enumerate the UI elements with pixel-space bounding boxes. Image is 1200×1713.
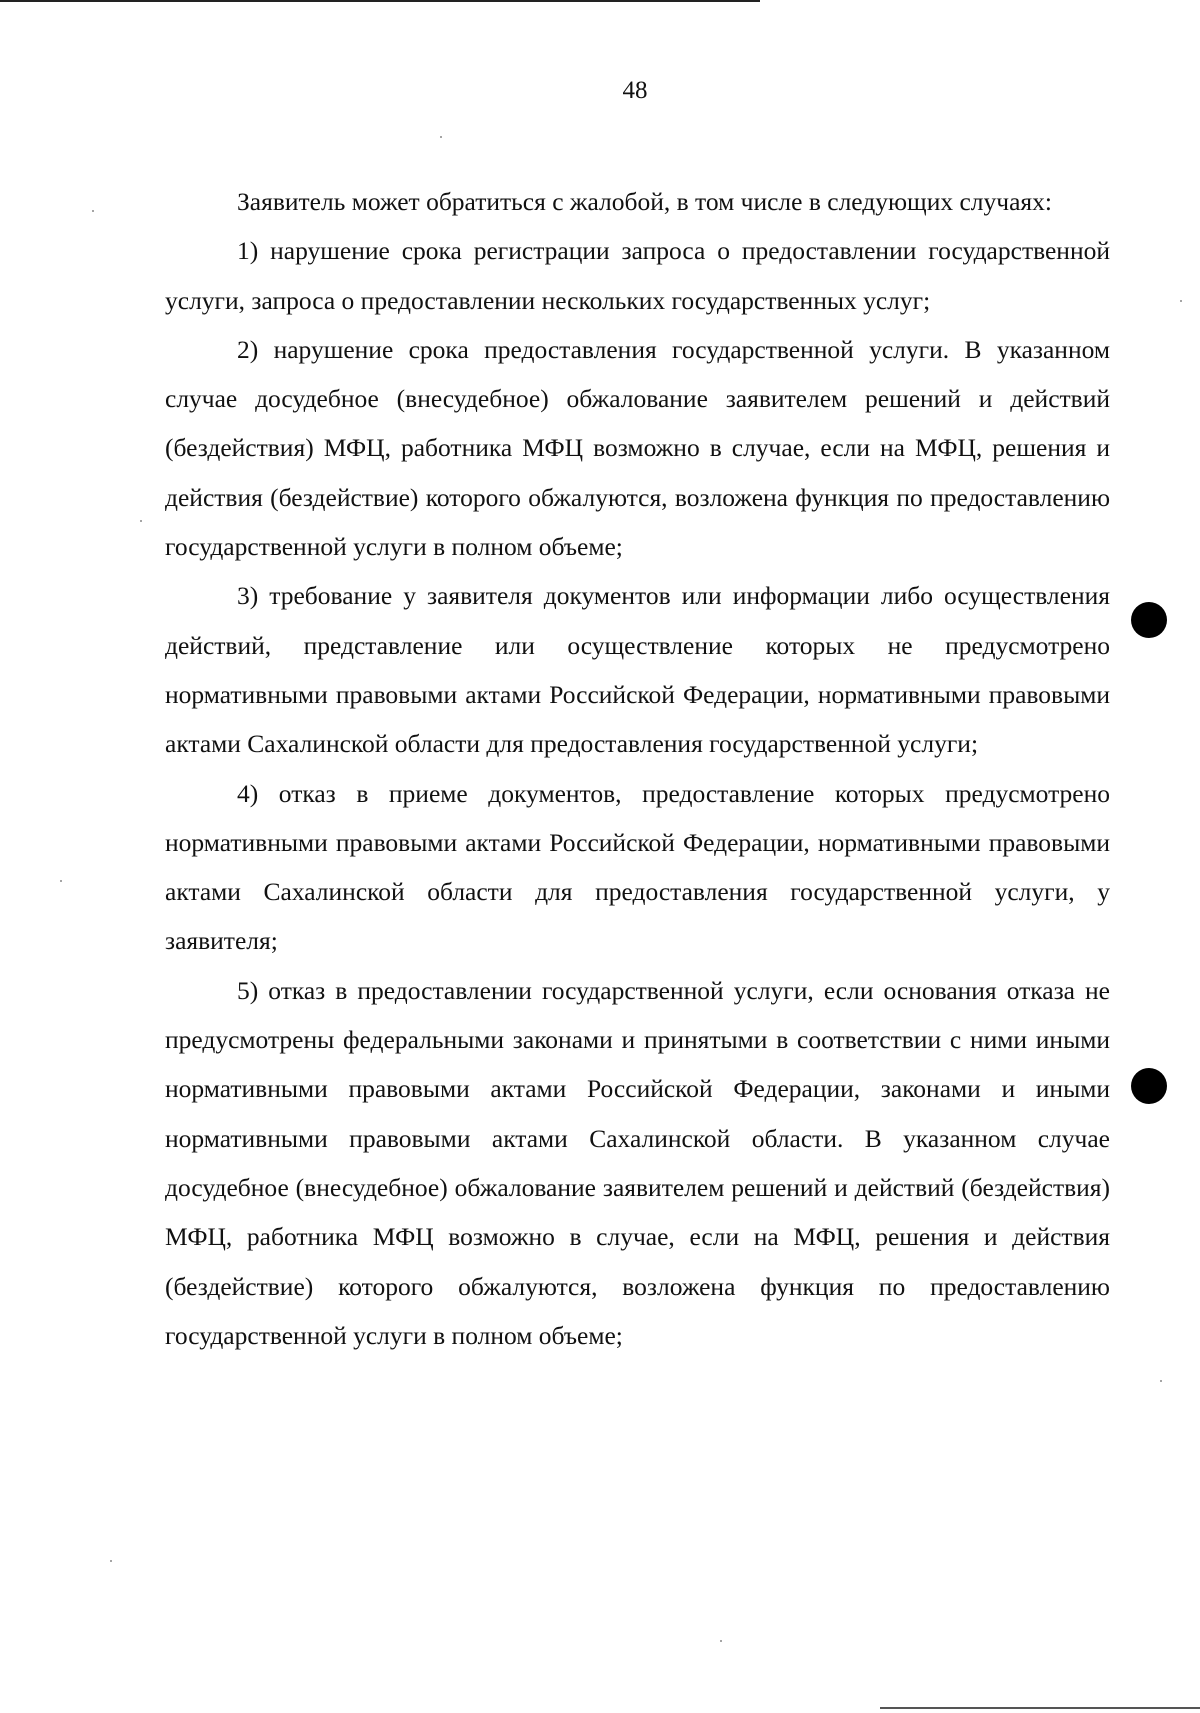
list-item-1: 1) нарушение срока регистрации запроса о предоставлении государственной услуги, запроса о предоставлении нескольких государственных услуг; xyxy=(165,236,1110,315)
page-number: 48 xyxy=(622,77,648,104)
body-text xyxy=(165,177,1110,1360)
punch-hole-mark-lower xyxy=(1131,1068,1167,1104)
list-item-5: 5) отказ в предоставлении государственной услуги, если основания отказа не предусмотрены федеральными законами и принятыми в соответствии с ними иными нормативными правовыми актами Российской Федерации, законами и иными нормативными правовыми актами Сахалинской области. В указанном случае досудебное (внесудебное) обжалование заявителем решений и действий (бездействия) МФЦ, работника МФЦ возможно в случае, если на МФЦ, решения и действия (бездействие) которого обжалуются, возложена функция по предоставлению государственной услуги в полном объеме; xyxy=(165,975,1110,1350)
scan-speck xyxy=(1180,300,1182,302)
scan-speck xyxy=(60,880,62,882)
scan-bottom-edge-line xyxy=(880,1707,1200,1709)
scan-speck xyxy=(140,520,142,522)
paragraph-intro: Заявитель может обратиться с жалобой, в том числе в следующих случаях: xyxy=(237,187,1052,216)
list-item-2: 2) нарушение срока предоставления государственной услуги. В указанном случае досудебное (внесудебное) обжалование заявителем решений и действий (бездействия) МФЦ, работника МФЦ возможно в случае, если на МФЦ, решения и действия (бездействие) которого обжалуются, возложена функция по предоставлению государственной услуги в полном объеме; xyxy=(165,334,1110,562)
scan-speck xyxy=(92,210,94,212)
scan-speck xyxy=(110,1560,112,1562)
scan-speck xyxy=(720,1640,722,1642)
scan-speck xyxy=(1160,1380,1162,1382)
scan-speck xyxy=(440,136,442,138)
scan-top-edge-line xyxy=(0,0,760,2)
list-item-3: 3) требование у заявителя документов или информации либо осуществления действий, представление или осуществление которых не предусмотрено нормативными правовыми актами Российской Федерации, нормативными правовыми актами Сахалинской области для предоставления государственной услуги; xyxy=(165,581,1110,759)
list-item-4: 4) отказ в приеме документов, предоставление которых предусмотрено нормативными правовыми актами Российской Федерации, нормативными правовыми актами Сахалинской области для предоставления государственной услуги, у заявителя; xyxy=(165,778,1110,956)
punch-hole-mark-upper xyxy=(1131,602,1167,638)
